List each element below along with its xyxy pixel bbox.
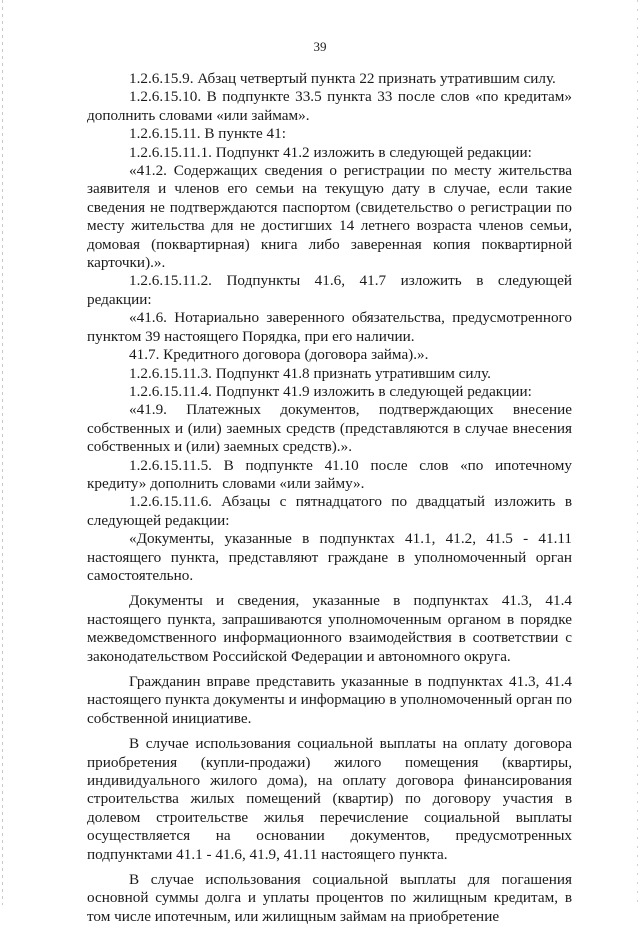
paragraph-10: 1.2.6.15.11.4. Подпункт 41.9 изложить в следующей редакции: bbox=[129, 382, 532, 400]
scan-edge-left bbox=[2, 0, 3, 905]
paragraph-11: «41.9. Платежных документов, подтверждающих внесение собственных и (или) заемных средств (представляются в случае внесения собственных и (или) заемных средств).». bbox=[87, 401, 572, 456]
paragraph-6: 1.2.6.15.11.2. Подпункты 41.6, 41.7 изложить в следующей редакции: bbox=[87, 272, 572, 308]
paragraph-15: Документы и сведения, указанные в подпунктах 41.3, 41.4 настоящего пункта, запрашиваются уполномоченным органом в порядке межведомственного информационного взаимодействия в соответствии с законодательством Российской Федерации и автономного округа. bbox=[87, 592, 572, 665]
page-number: 39 bbox=[313, 39, 327, 54]
paragraph-1: 1.2.6.15.9. Абзац четвертый пункта 22 признать утратившим силу. bbox=[129, 70, 556, 87]
paragraph-4: 1.2.6.15.11.1. Подпункт 41.2 изложить в следующей редакции: bbox=[129, 143, 532, 161]
document-body bbox=[87, 70, 572, 926]
paragraph-18: В случае использования социальной выплаты для погашения основной суммы долга и уплаты процентов по жилищным кредитам, в том числе ипотечным, или жилищным займам на приобретение bbox=[87, 871, 572, 925]
paragraph-2: 1.2.6.15.10. В подпункте 33.5 пункта 33 после слов «по кредитам» дополнить словами «или займам». bbox=[87, 88, 572, 124]
paragraph-8: 41.7. Кредитного договора (договора займа).». bbox=[129, 346, 429, 364]
paragraph-7: «41.6. Нотариально заверенного обязательства, предусмотренного пунктом 39 настоящего Порядка, при его наличии. bbox=[87, 309, 572, 345]
scan-edge-right bbox=[637, 0, 638, 905]
paragraph-17: В случае использования социальной выплаты на оплату договора приобретения (купли-продажи) жилого помещения (квартиры, индивидуального жилого дома), на оплату договора финансирования строительства жилых помещений (квартир) по договору участия в долевом строительстве жилья перечисление социальной выплаты осуществляется на основании документов, предусмотренных подпунктами 41.1 - 41.6, 41.9, 41.11 настоящего пункта. bbox=[87, 735, 572, 863]
paragraph-3: 1.2.6.15.11. В пункте 41: bbox=[129, 125, 286, 143]
paragraph-16: Гражданин вправе представить указанные в подпунктах 41.3, 41.4 настоящего пункта документы и информацию в уполномоченный орган по собственной инициативе. bbox=[87, 673, 572, 727]
paragraph-13: 1.2.6.15.11.6. Абзацы с пятнадцатого по двадцатый изложить в следующей редакции: bbox=[87, 493, 572, 529]
paragraph-12: 1.2.6.15.11.5. В подпункте 41.10 после слов «по ипотечному кредиту» дополнить словами «или займу». bbox=[87, 456, 572, 492]
paragraph-9: 1.2.6.15.11.3. Подпункт 41.8 признать утратившим силу. bbox=[129, 364, 491, 382]
paragraph-14: «Документы, указанные в подпунктах 41.1, 41.2, 41.5 - 41.11 настоящего пункта, представляют граждане в уполномоченный орган самостоятельно. bbox=[87, 530, 572, 584]
paragraph-5: «41.2. Содержащих сведения о регистрации по месту жительства заявителя и членов его семьи на текущую дату в случае, если такие сведения не подтверждаются паспортом (свидетельство о регистрации по месту жительства для не достигших 14 летнего возраста членов семьи, домовая (поквартирная) книга либо заверенная копия поквартирной карточки).». bbox=[87, 162, 572, 272]
